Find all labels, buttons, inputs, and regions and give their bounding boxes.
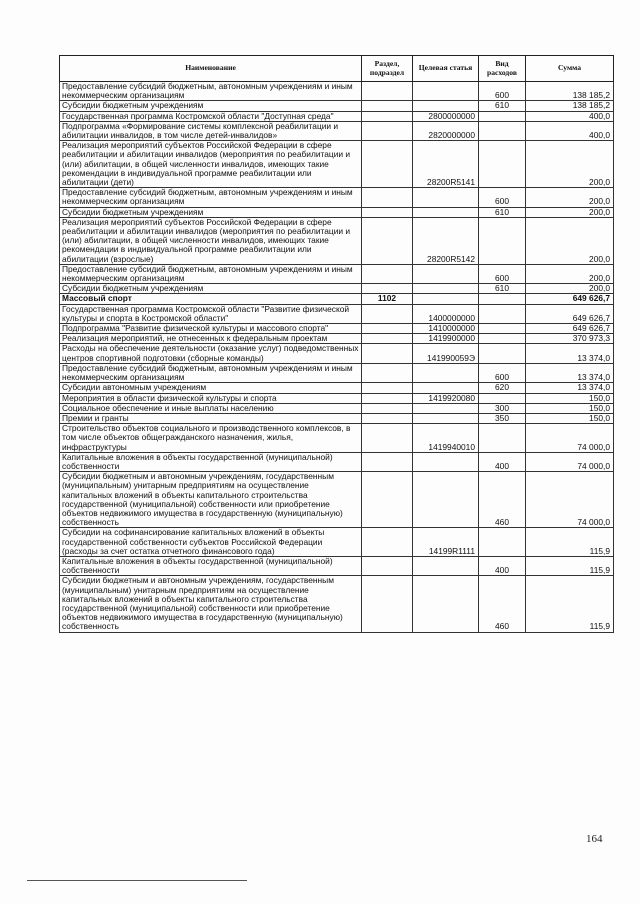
cell-sum: 115,9 [526, 556, 614, 575]
cell-vid [479, 141, 526, 188]
cell-razdel [362, 556, 413, 575]
cell-cel: 1419920080 [413, 393, 479, 403]
cell-cel [413, 472, 479, 528]
table-row [60, 324, 614, 334]
cell-vid: 610 [479, 284, 526, 294]
cell-razdel [362, 363, 413, 382]
cell-razdel [362, 284, 413, 294]
cell-vid [479, 324, 526, 334]
cell-name: Социальное обеспечение и иные выплаты населению [60, 403, 362, 413]
cell-sum: 200,0 [526, 264, 614, 283]
cell-name: Государственная программа Костромской области "Развитие физической культуры и спорта в Костромской области" [60, 304, 362, 323]
cell-razdel [362, 121, 413, 140]
cell-sum: 200,0 [526, 217, 614, 264]
header-razdel: Раздел, подраздел [362, 56, 413, 82]
table-row [60, 452, 614, 471]
cell-vid: 600 [479, 264, 526, 283]
cell-cel: 1400000000 [413, 304, 479, 323]
cell-vid [479, 334, 526, 344]
cell-name: Субсидии бюджетным учреждениям [60, 101, 362, 111]
cell-razdel [362, 452, 413, 471]
cell-vid: 460 [479, 576, 526, 632]
cell-name: Предоставление субсидий бюджетным, автономным учреждениям и иным некоммерческим организациям [60, 363, 362, 382]
cell-sum: 115,9 [526, 528, 614, 557]
cell-razdel [362, 264, 413, 283]
table-body [60, 82, 614, 633]
cell-vid: 610 [479, 207, 526, 217]
cell-name: Субсидии бюджетным учреждениям [60, 207, 362, 217]
cell-name: Расходы на обеспечение деятельности (оказание услуг) подведомственных центров спортивной подготовки (сборные команды) [60, 344, 362, 363]
cell-vid: 620 [479, 383, 526, 393]
header-sum: Сумма [526, 56, 614, 82]
cell-vid: 610 [479, 101, 526, 111]
table-row [60, 413, 614, 423]
cell-name: Реализация мероприятий субъектов Российской Федерации в сфере реабилитации и абилитации инвалидов (мероприятия по реабилитации и (или) абилитации, в общей численности инвалидов, имеющих такие рекомендации в индивидуальной программе реабилитации или абилитации (взрослые) [60, 217, 362, 264]
cell-cel [413, 284, 479, 294]
cell-sum: 115,9 [526, 576, 614, 632]
header-name: Наименование [60, 56, 362, 82]
cell-sum: 13 374,0 [526, 344, 614, 363]
cell-name: Мероприятия в области физической культуры и спорта [60, 393, 362, 403]
cell-name: Предоставление субсидий бюджетным, автономным учреждениям и иным некоммерческим организациям [60, 188, 362, 207]
table-row [60, 383, 614, 393]
table-row [60, 528, 614, 557]
cell-razdel [362, 82, 413, 101]
cell-cel: 1410000000 [413, 324, 479, 334]
cell-razdel [362, 141, 413, 188]
cell-name: Государственная программа Костромской области "Доступная среда" [60, 111, 362, 121]
cell-razdel [362, 188, 413, 207]
cell-razdel [362, 472, 413, 528]
cell-razdel [362, 304, 413, 323]
cell-sum: 200,0 [526, 284, 614, 294]
cell-name: Капитальные вложения в объекты государственной (муниципальной) собственности [60, 452, 362, 471]
cell-vid: 600 [479, 363, 526, 382]
cell-name: Подпрограмма "Развитие физической культуры и массового спорта" [60, 324, 362, 334]
table-row [60, 101, 614, 111]
cell-name: Капитальные вложения в объекты государственной (муниципальной) собственности [60, 556, 362, 575]
cell-razdel [362, 403, 413, 413]
header-vid: Вид расходов [479, 56, 526, 82]
cell-vid: 300 [479, 403, 526, 413]
cell-razdel: 1102 [362, 294, 413, 304]
cell-sum: 74 000,0 [526, 452, 614, 471]
cell-name: Субсидии на софинансирование капитальных вложений в объекты государственной собственности субъектов Российской Федерации (расходы за счет остатка отчетного финансового года) [60, 528, 362, 557]
cell-name: Предоставление субсидий бюджетным, автономным учреждениям и иным некоммерческим организациям [60, 264, 362, 283]
table-row [60, 403, 614, 413]
table-row [60, 556, 614, 575]
table-row [60, 576, 614, 632]
cell-sum: 400,0 [526, 121, 614, 140]
cell-sum: 649 626,7 [526, 304, 614, 323]
cell-sum: 649 626,7 [526, 294, 614, 304]
cell-vid [479, 424, 526, 453]
table-row [60, 207, 614, 217]
cell-razdel [362, 413, 413, 423]
table-row [60, 141, 614, 188]
table-row [60, 393, 614, 403]
cell-cel: 28200R5142 [413, 217, 479, 264]
cell-vid: 600 [479, 82, 526, 101]
cell-cel: 14199R1111 [413, 528, 479, 557]
cell-name: Субсидии бюджетным и автономным учреждениям, государственным (муниципальным) унитарным предприятиям на осуществление капитальных вложений в объекты капитального строительства государственной (муниципальной) собственности или приобретение объектов недвижимого имущества в государственную (муниципальную) собственность [60, 472, 362, 528]
cell-sum: 150,0 [526, 413, 614, 423]
cell-cel [413, 101, 479, 111]
cell-sum: 200,0 [526, 207, 614, 217]
cell-vid: 400 [479, 556, 526, 575]
table-row [60, 344, 614, 363]
header-cel: Целевая статья [413, 56, 479, 82]
cell-cel [413, 82, 479, 101]
cell-vid: 400 [479, 452, 526, 471]
cell-cel [413, 188, 479, 207]
cell-sum: 74 000,0 [526, 472, 614, 528]
cell-name: Реализация мероприятий, не отнесенных к федеральным проектам [60, 334, 362, 344]
cell-razdel [362, 217, 413, 264]
cell-name: Субсидии бюджетным и автономным учреждениям, государственным (муниципальным) унитарным предприятиям на осуществление капитальных вложений в объекты капитального строительства государственной (муниципальной) собственности или приобретение объектов недвижимого имущества в государственную (муниципальную) собственность [60, 576, 362, 632]
table-row [60, 188, 614, 207]
cell-name: Субсидии автономным учреждениям [60, 383, 362, 393]
cell-cel: 2820000000 [413, 121, 479, 140]
cell-razdel [362, 424, 413, 453]
cell-name: Предоставление субсидий бюджетным, автономным учреждениям и иным некоммерческим организациям [60, 82, 362, 101]
cell-sum: 13 374,0 [526, 383, 614, 393]
cell-sum: 649 626,7 [526, 324, 614, 334]
cell-sum: 138 185,2 [526, 101, 614, 111]
cell-razdel [362, 334, 413, 344]
cell-cel [413, 403, 479, 413]
cell-sum: 150,0 [526, 393, 614, 403]
cell-cel: 28200R5141 [413, 141, 479, 188]
cell-sum: 200,0 [526, 141, 614, 188]
cell-cel: 2800000000 [413, 111, 479, 121]
cell-vid: 460 [479, 472, 526, 528]
cell-vid [479, 294, 526, 304]
cell-razdel [362, 383, 413, 393]
cell-sum: 74 000,0 [526, 424, 614, 453]
cell-name: Подпрограмма «Формирование системы комплексной реабилитации и абилитации инвалидов, в том числе детей-инвалидов» [60, 121, 362, 140]
cell-sum: 138 185,2 [526, 82, 614, 101]
cell-vid [479, 121, 526, 140]
cell-cel [413, 576, 479, 632]
cell-cel: 1419940010 [413, 424, 479, 453]
cell-vid [479, 344, 526, 363]
cell-razdel [362, 207, 413, 217]
cell-name: Реализация мероприятий субъектов Российской Федерации в сфере реабилитации и абилитации инвалидов (мероприятия по реабилитации и (или) абилитации, в общей численности инвалидов, имеющих такие рекомендации в индивидуальной программе реабилитации или абилитации (дети) [60, 141, 362, 188]
table-row [60, 334, 614, 344]
cell-vid: 600 [479, 188, 526, 207]
table-row [60, 121, 614, 140]
table-row [60, 264, 614, 283]
cell-vid [479, 217, 526, 264]
footer-divider [27, 880, 247, 881]
cell-vid [479, 111, 526, 121]
cell-razdel [362, 344, 413, 363]
table-row [60, 284, 614, 294]
cell-vid: 350 [479, 413, 526, 423]
table-row [60, 294, 614, 304]
page-number: 164 [586, 833, 603, 845]
cell-cel: 141990059Э [413, 344, 479, 363]
table-row [60, 424, 614, 453]
cell-cel: 1419900000 [413, 334, 479, 344]
cell-cel [413, 363, 479, 382]
table-row [60, 111, 614, 121]
table-row [60, 472, 614, 528]
table-row [60, 304, 614, 323]
cell-sum: 13 374,0 [526, 363, 614, 382]
cell-cel [413, 413, 479, 423]
cell-razdel [362, 528, 413, 557]
cell-cel [413, 556, 479, 575]
cell-sum: 200,0 [526, 188, 614, 207]
cell-razdel [362, 393, 413, 403]
cell-cel [413, 383, 479, 393]
cell-vid [479, 304, 526, 323]
budget-table [59, 55, 614, 633]
cell-sum: 150,0 [526, 403, 614, 413]
cell-vid [479, 393, 526, 403]
cell-cel [413, 264, 479, 283]
table-header-row [60, 56, 614, 82]
cell-cel [413, 452, 479, 471]
cell-razdel [362, 576, 413, 632]
table-row [60, 217, 614, 264]
cell-razdel [362, 101, 413, 111]
cell-cel [413, 294, 479, 304]
cell-name: Премии и гранты [60, 413, 362, 423]
cell-name: Субсидии бюджетным учреждениям [60, 284, 362, 294]
cell-razdel [362, 324, 413, 334]
table-row [60, 82, 614, 101]
cell-name: Строительство объектов социального и производственного комплексов, в том числе объектов общегражданского назначения, жилья, инфраструктуры [60, 424, 362, 453]
cell-name: Массовый спорт [60, 294, 362, 304]
table-row [60, 363, 614, 382]
cell-sum: 370 973,3 [526, 334, 614, 344]
cell-razdel [362, 111, 413, 121]
cell-sum: 400,0 [526, 111, 614, 121]
cell-vid [479, 528, 526, 557]
cell-cel [413, 207, 479, 217]
